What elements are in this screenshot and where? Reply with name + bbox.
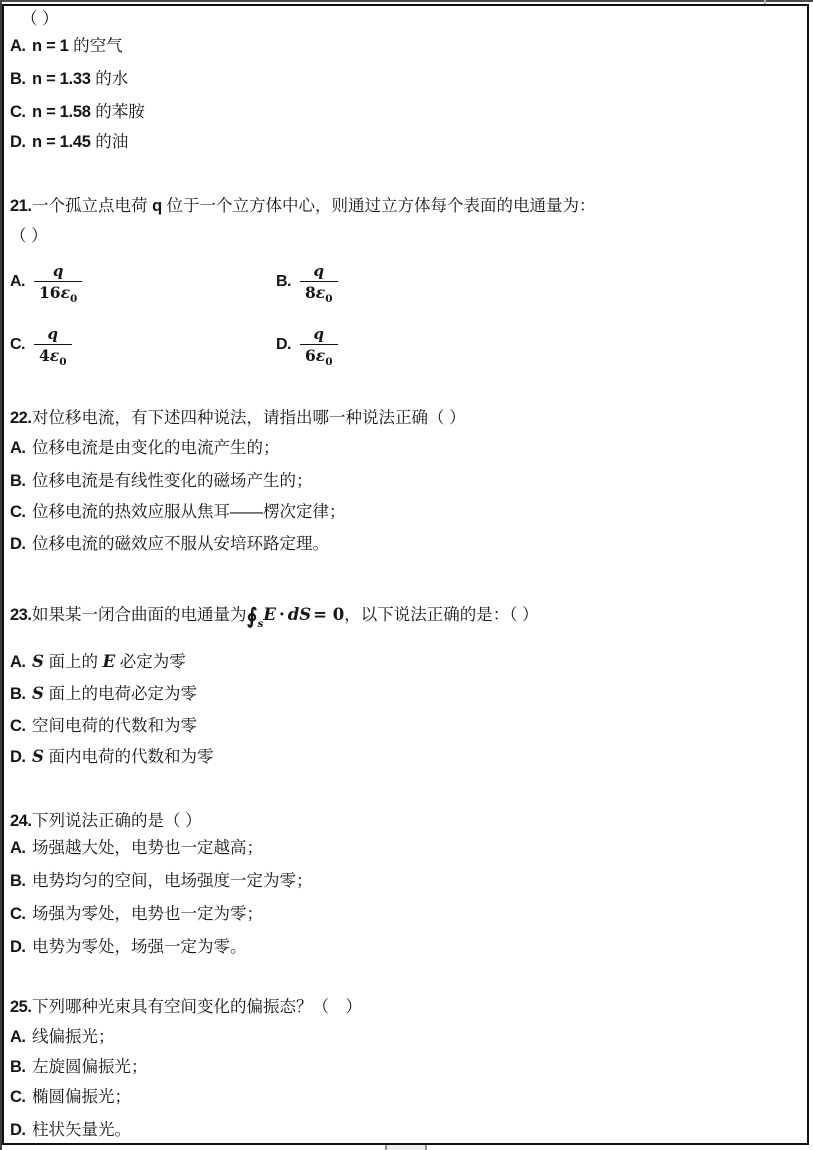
option-row (276, 256, 338, 308)
option-text: 空间电荷的代数和为零 (32, 717, 197, 735)
option-label: B. (10, 70, 26, 88)
option-text: 位移电流是有线性变化的磁场产生的； (32, 472, 313, 490)
epsilon-symbol: ε (315, 345, 326, 365)
surface-element-symbol: dS (287, 605, 312, 624)
option-label: C. (10, 717, 26, 735)
table-top-rule (0, 0, 813, 2)
fraction-denominator (34, 344, 72, 368)
fraction-numerator: q (52, 261, 64, 280)
option-row (10, 256, 82, 308)
option-label: A. (10, 839, 26, 857)
question-prompt (10, 810, 202, 832)
option-text: 位移电流的磁效应不服从安培环路定理。 (32, 535, 329, 553)
option-text: 位移电流是由变化的电流产生的； (32, 439, 280, 457)
option-label: B. (10, 685, 26, 703)
e-field-symbol: E (263, 605, 276, 624)
option-math: S (32, 684, 44, 703)
question-prompt (10, 996, 362, 1018)
option-row (10, 501, 346, 523)
question-text: 如果某一闭合曲面的电通量为 (32, 606, 247, 624)
denominator-coefficient: 6 (305, 345, 316, 365)
epsilon-subscript: 0 (325, 292, 333, 305)
question-number: 25. (10, 998, 32, 1016)
question-text: 一个孤立点电荷 (32, 197, 153, 215)
option-row (276, 319, 338, 371)
option-label: C. (10, 503, 26, 521)
option-text: 面上的电荷必定为零 (43, 685, 198, 703)
option-row (10, 715, 197, 737)
option-text: 面上的 (43, 653, 103, 671)
option-text: 电势均匀的空间，电场强度一定为零； (32, 872, 313, 890)
option-math: n = 1.58 (32, 103, 91, 121)
question-text: 下列说法正确的是（ ） (32, 812, 202, 830)
option-text: 必定为零 (115, 653, 186, 671)
option-text: 面内电荷的代数和为零 (43, 748, 214, 766)
option-row (10, 437, 280, 459)
question-text: ，以下说法正确的是：（ ） (344, 606, 539, 624)
option-row (10, 470, 313, 492)
option-label: B. (276, 273, 291, 290)
option-row (10, 651, 186, 673)
option-text: 场强为零处，电势也一定为零； (32, 905, 263, 923)
option-label: D. (10, 748, 26, 766)
option-row (10, 533, 329, 555)
option-label: A. (10, 1028, 26, 1046)
fraction-numerator: q (47, 324, 59, 343)
option-text: 的油 (90, 133, 129, 151)
option-row (10, 35, 123, 57)
option-label: A. (10, 37, 26, 55)
epsilon-symbol: ε (60, 282, 71, 302)
epsilon-subscript: 0 (70, 292, 78, 305)
option-row (10, 1086, 131, 1108)
option-label: B. (10, 872, 26, 890)
option-label: D. (10, 535, 26, 553)
option-label: D. (10, 938, 26, 956)
option-label: A. (10, 439, 26, 457)
question-number: 22. (10, 409, 32, 427)
option-row (10, 1056, 148, 1078)
option-label: B. (10, 472, 26, 490)
option-label: C. (10, 905, 26, 923)
option-text: 左旋圆偏振光； (32, 1058, 148, 1076)
epsilon-symbol: ε (49, 345, 60, 365)
flux-integral-formula (246, 603, 345, 630)
dot-product-symbol: · (278, 605, 285, 624)
option-math: n = 1.45 (32, 133, 91, 151)
fraction (34, 261, 82, 305)
option-math: n = 1.33 (32, 70, 91, 88)
question-prompt (10, 195, 595, 217)
question-prompt (10, 407, 466, 429)
option-label: D. (276, 336, 291, 353)
option-math: S (32, 747, 44, 766)
option-text: 的水 (90, 70, 129, 88)
option-label: A. (10, 653, 26, 671)
fraction-denominator (34, 281, 82, 305)
denominator-coefficient: 4 (39, 345, 50, 365)
option-text: 柱状矢量光。 (32, 1121, 131, 1139)
option-row (10, 1119, 131, 1141)
option-math: E (102, 652, 116, 671)
option-text: 线偏振光； (32, 1028, 115, 1046)
option-text: 位移电流的热效应服从焦耳——楞次定律； (32, 503, 346, 521)
question-text: 下列哪种光束具有空间变化的偏振态？（ ） (32, 998, 362, 1016)
integral-subscript: s (257, 618, 264, 630)
question-number: 24. (10, 812, 32, 830)
equals-zero: = 0 (313, 605, 345, 624)
denominator-coefficient: 16 (39, 282, 61, 302)
contour-integral-symbol: ∮ (246, 603, 258, 628)
question-number: 21. (10, 197, 32, 215)
epsilon-subscript: 0 (325, 355, 333, 368)
option-label: D. (10, 133, 26, 151)
option-row (10, 131, 128, 153)
question-text: 对位移电流，有下述四种说法，请指出哪一种说法正确（ ） (32, 409, 466, 427)
fraction-numerator: q (313, 324, 325, 343)
epsilon-subscript: 0 (59, 355, 67, 368)
fraction (300, 324, 338, 368)
option-row (10, 101, 145, 123)
option-row (10, 319, 72, 371)
option-math: S (32, 652, 44, 671)
option-row (10, 68, 128, 90)
fraction-numerator: q (313, 261, 325, 280)
option-text: 的空气 (68, 37, 123, 55)
option-row (10, 683, 197, 705)
option-label: A. (10, 273, 25, 290)
option-label: D. (10, 1121, 26, 1139)
option-text: 电势为零处，场强一定为零。 (32, 938, 247, 956)
option-label: C. (10, 103, 26, 121)
option-row (10, 746, 214, 768)
fraction (300, 261, 338, 305)
fraction-denominator (300, 344, 338, 368)
question-prompt (10, 604, 539, 635)
denominator-coefficient: 8 (305, 282, 316, 302)
question-number: 23. (10, 606, 32, 624)
option-row (10, 1026, 115, 1048)
option-label: B. (10, 1058, 26, 1076)
option-math: n = 1 (32, 37, 69, 55)
question-answer-parens: （ ） (21, 10, 59, 28)
fraction-denominator (300, 281, 338, 305)
epsilon-symbol: ε (315, 282, 326, 302)
option-row (10, 870, 313, 892)
option-row (10, 936, 247, 958)
charge-symbol: q (152, 197, 162, 215)
option-text: 场强越大处，电势也一定越高； (32, 839, 263, 857)
question-text: 位于一个立方体中心，则通过立方体每个表面的电通量为： (161, 197, 596, 215)
option-label: C. (10, 1088, 26, 1106)
option-row (10, 903, 263, 925)
page-divider-marker (385, 1145, 427, 1150)
question-cell-border (2, 4, 809, 1145)
option-row (10, 837, 263, 859)
option-text: 的苯胺 (90, 103, 145, 121)
fraction (34, 324, 72, 368)
option-label: C. (10, 336, 25, 353)
question-answer-parens: （ ） (10, 227, 48, 245)
option-text: 椭圆偏振光； (32, 1088, 131, 1106)
